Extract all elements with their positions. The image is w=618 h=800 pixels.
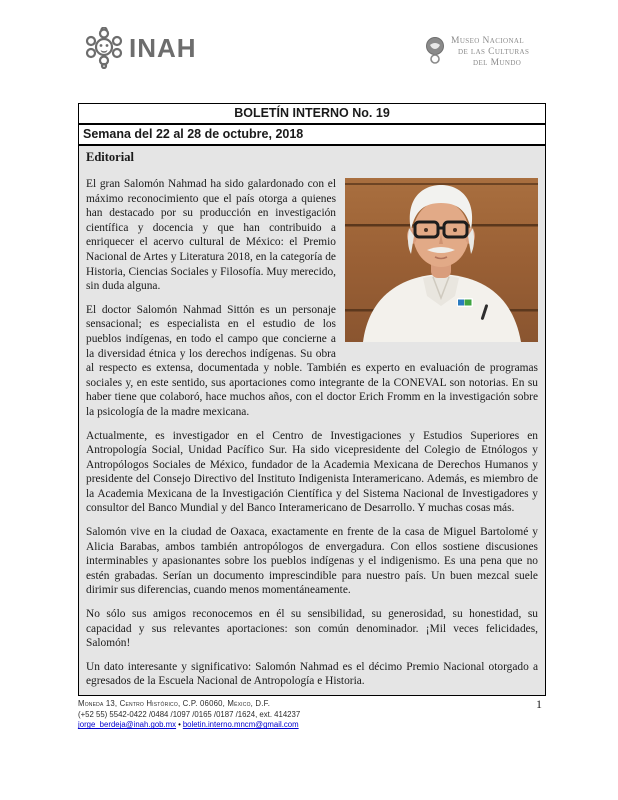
museum-emblem-icon	[424, 36, 446, 66]
bulletin-week: Semana del 22 al 28 de octubre, 2018	[79, 125, 545, 146]
editorial-paragraph: El gran Salomón Nahmad ha sido galardonado con el máximo reconocimiento que el país otorga a quienes han destacado por su producción en investigación científica y docencia y que han contribuido a enriquecer el acervo cultural de México: el Premio Nacional de Artes y Literatura 2018, en la categoría de Historia, Ciencias Sociales y Filosofía. Muy merecido, sin duda alguna.	[86, 178, 336, 293]
footer-emails	[78, 720, 478, 731]
editorial-paragraph: No sólo sus amigos reconocemos en él su sensibilidad, su generosidad, su honestidad, su capacidad y sus relevantes aportaciones: son común denominador. ¡Mil veces felicidades, Salomón!	[86, 608, 538, 650]
footer-email-separator: •	[178, 720, 181, 730]
footer-email-link-primary[interactable]: jorge_berdeja@inah.gob.mx	[78, 720, 177, 730]
editorial-heading: Editorial	[86, 150, 134, 164]
editorial-paragraph: Un dato interesante y significativo: Salomón Nahmad es el décimo Premio Nacional otorgado a egresados de la Escuela Nacional de Antropología e Historia.	[86, 660, 538, 688]
museum-logo-line: del Mundo	[473, 58, 522, 68]
footer-email-link-secondary[interactable]: boletin.interno.mncm@gmail.com	[182, 720, 299, 730]
editorial-paragraph: Salomón vive en la ciudad de Oaxaca, exactamente en frente de la casa de Miguel Bartolomé y Alicia Barabas, ambos también antropólogos de envergadura. Con ellos sostiene discusiones interminables y apasionantes sobre los pueblos indígenas y el indigenismo. Es una pena que no estén grabadas. Serían un documento imprescindible para nuestro país. Un buen mezcal suele dirimir sus diferencias, cuando menos momentáneamente.	[86, 526, 538, 597]
museum-logo-line: de las Culturas	[458, 47, 530, 57]
footer-address: Moneda 13, Centro Histórico, C.P. 06060, México, D.F.	[78, 699, 271, 708]
portrait-photo	[345, 178, 538, 342]
inah-wordmark: INAH	[129, 33, 197, 63]
editorial-paragraph: Actualmente, es investigador en el Centro de Investigaciones y Estudios Superiores en Antropología Social, Unidad Pacífico Sur. Ha sido vicepresidente del Colegio de Etnólogos y Antropólogos Sociales de México, fundador de la Academia Mexicana de Derechos Humanos y presidente del Consejo Directivo del Instituto Indigenista Interamericano. Además, es miembro de la Academia Mexicana de la Investigación Científica y del Sistema Nacional de Investigadores y consultor del Banco Mundial y del Banco Interamericano de Desarrollo. Y muchas cosas más.	[86, 429, 538, 515]
museum-logo	[424, 36, 529, 69]
bulletin-title: BOLETÍN INTERNO No. 19	[79, 104, 545, 125]
editorial-section	[79, 146, 545, 695]
editorial-paragraph: El doctor Salomón Nahmad Sittón es un personaje sensacional; es especialista en el estudio de los pueblos indígenas, en todo el campo que concierne a la diversidad étnica y los derechos indígenas. Su obra al respecto es extensa, documentada y noble. También es experto en evaluación de programas sociales y, en este sentido, sus aportaciones como integrante de la CONEVAL son notorias. En su haber tiene que colaboró, hace muchos años, con el doctor Erich Fromm en la investigación sobre la psicología de la madre mexicana.	[86, 303, 538, 418]
inah-logo	[84, 27, 197, 69]
page-number: 1	[536, 697, 542, 711]
bulletin-table	[78, 103, 546, 696]
inah-emblem-icon	[84, 27, 124, 69]
museum-logo-text	[451, 36, 529, 69]
museum-logo-line: Museo Nacional	[451, 36, 525, 46]
footer-phone: (+52 55) 5542-0422 /0484 /1097 /0165 /0187 /1624, ext. 414237	[78, 709, 301, 719]
footer	[78, 699, 478, 731]
